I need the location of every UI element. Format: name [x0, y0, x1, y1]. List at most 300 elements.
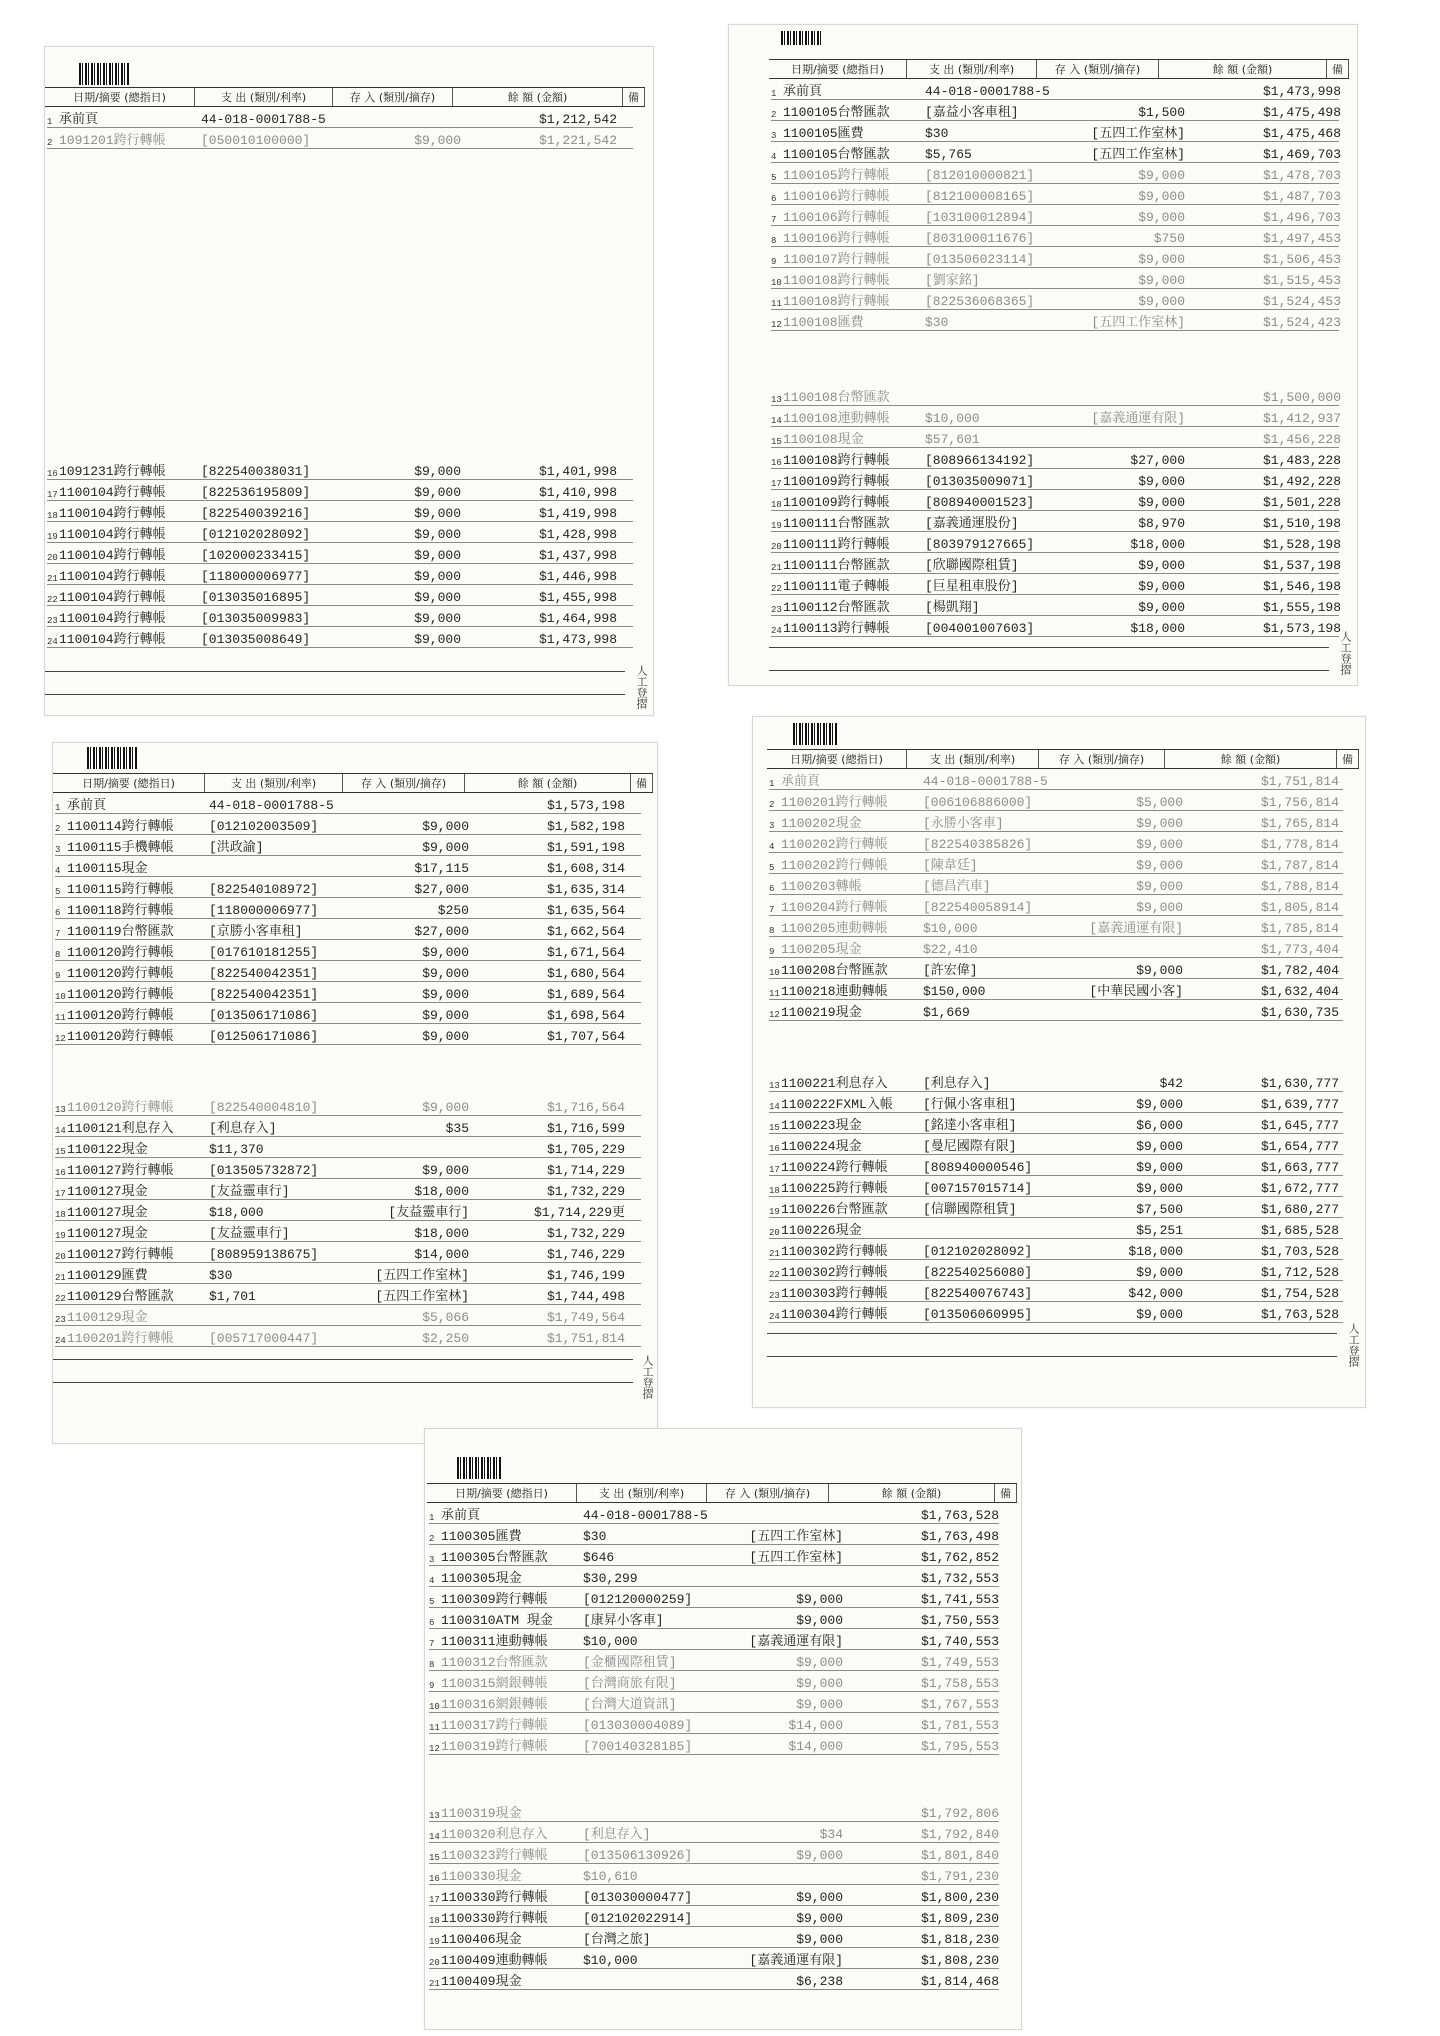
row-credit: $35: [445, 1121, 469, 1136]
table-row: [47, 480, 633, 501]
row-debit: [利息存入]: [583, 1827, 651, 1842]
header-balance: 餘 額 (金額): [829, 1484, 995, 1502]
header-debit: 支 出 (類別/利率): [907, 60, 1037, 78]
row-credit: $9,000: [1136, 879, 1183, 894]
row-number: 21: [55, 1273, 66, 1283]
row-balance: $1,749,553: [920, 1655, 999, 1670]
row-balance: $1,456,228: [1262, 432, 1341, 447]
rows-top: [55, 793, 641, 1045]
table-row: [47, 501, 633, 522]
row-date-summary: 1100111電子轉帳: [783, 579, 890, 594]
row-balance: $1,746,199: [546, 1268, 625, 1283]
table-row: [769, 1113, 1343, 1134]
row-date-summary: 1100323跨行轉帳: [441, 1848, 548, 1863]
table-row: [55, 1200, 641, 1221]
header-balance: 餘 額 (金額): [1159, 60, 1327, 78]
row-balance: $1,630,735: [1260, 1005, 1339, 1020]
row-date-summary: 1100302跨行轉帳: [781, 1265, 888, 1280]
row-balance: $1,754,528: [1260, 1286, 1339, 1301]
row-balance: $1,680,564: [546, 966, 625, 981]
row-number: 8: [769, 926, 775, 936]
header-debit: 支 出 (類別/利率): [907, 750, 1039, 768]
row-credit: $9,000: [1136, 1181, 1183, 1196]
row-date-summary: 1100225跨行轉帳: [781, 1181, 888, 1196]
row-number: 11: [771, 299, 782, 309]
table-row: [55, 814, 641, 835]
row-balance: $1,767,553: [920, 1697, 999, 1712]
row-date-summary: 1100202跨行轉帳: [781, 858, 888, 873]
row-debit: $10,000: [583, 1634, 638, 1649]
row-balance: $1,763,528: [1260, 1307, 1339, 1322]
row-date-summary: 1100129現金: [67, 1310, 148, 1325]
row-debit: $646: [583, 1550, 615, 1565]
row-debit: $30: [583, 1529, 607, 1544]
row-date-summary: 1100118跨行轉帳: [67, 903, 174, 918]
row-debit: [822536068365]: [925, 294, 1035, 309]
table-row: [55, 1116, 641, 1137]
row-debit: $10,000: [925, 411, 980, 426]
row-number: 19: [771, 521, 782, 531]
table-row: [771, 511, 1339, 532]
barcode-icon: [793, 723, 837, 745]
row-number: 12: [771, 320, 782, 330]
table-row: [55, 1137, 641, 1158]
row-number: 10: [55, 992, 66, 1002]
row-balance: $1,608,314: [546, 861, 625, 876]
row-debit: [822540108972]: [209, 882, 319, 897]
row-number: 20: [47, 553, 58, 563]
row-date-summary: 1100409現金: [441, 1974, 522, 1989]
row-debit: 44-018-0001788-5: [583, 1508, 708, 1523]
row-date-summary: 1100104跨行轉帳: [59, 569, 166, 584]
row-date-summary: 1100120跨行轉帳: [67, 1029, 174, 1044]
row-number: 18: [771, 500, 782, 510]
row-debit: [013506060995]: [923, 1307, 1033, 1322]
table-row: [429, 1545, 999, 1566]
row-debit: [822540038031]: [201, 464, 311, 479]
row-number: 21: [771, 563, 782, 573]
row-balance: $1,555,198: [1262, 600, 1341, 615]
row-balance: $1,756,814: [1260, 795, 1339, 810]
row-balance: $1,528,198: [1262, 537, 1341, 552]
row-date-summary: 1100226台幣匯款: [781, 1202, 888, 1217]
row-credit: [五四工作室林]: [749, 1550, 843, 1565]
row-credit: $250: [437, 903, 469, 918]
row-debit: [嘉義通運股份]: [925, 516, 1019, 531]
table-row: [771, 490, 1339, 511]
header-debit: 支 出 (類別/利率): [577, 1484, 707, 1502]
row-credit: $9,000: [414, 548, 461, 563]
barcode-icon: [79, 63, 129, 85]
row-credit: [五四工作室林]: [375, 1268, 469, 1283]
row-credit: $14,000: [414, 1247, 469, 1262]
row-balance: $1,792,806: [920, 1806, 999, 1821]
row-date-summary: 承前頁: [781, 774, 821, 789]
row-date-summary: 1100127跨行轉帳: [67, 1163, 174, 1178]
row-date-summary: 1100108台幣匯款: [783, 390, 890, 405]
row-date-summary: 1100107跨行轉帳: [783, 252, 890, 267]
row-balance: $1,639,777: [1260, 1097, 1339, 1112]
table-row: [769, 1071, 1343, 1092]
barcode-icon: [457, 1457, 501, 1479]
table-row: [771, 406, 1339, 427]
row-number: 13: [429, 1811, 440, 1821]
row-balance: $1,801,840: [920, 1848, 999, 1863]
table-row: [55, 1221, 641, 1242]
row-debit: [822540039216]: [201, 506, 311, 521]
row-debit: $18,000: [209, 1205, 264, 1220]
table-row: [771, 532, 1339, 553]
table-row: [429, 1524, 999, 1545]
row-credit: $9,000: [414, 632, 461, 647]
table-row: [769, 937, 1343, 958]
row-debit: [007157015714]: [923, 1181, 1033, 1196]
row-credit: $9,000: [1136, 1265, 1183, 1280]
row-balance: $1,751,814: [1260, 774, 1339, 789]
row-credit: $5,066: [422, 1310, 469, 1325]
row-date-summary: 1100226現金: [781, 1223, 862, 1238]
row-date-summary: 1091231跨行轉帳: [59, 464, 166, 479]
header-remark: 備: [1337, 750, 1359, 768]
header-date: 日期/摘要 (總指日): [767, 750, 907, 768]
row-date-summary: 1100108跨行轉帳: [783, 294, 890, 309]
row-balance: $1,787,814: [1260, 858, 1339, 873]
row-debit: [118000006977]: [209, 903, 319, 918]
row-credit: $9,000: [1136, 1139, 1183, 1154]
page-footer: [769, 647, 1329, 671]
row-date-summary: 1100127現金: [67, 1205, 148, 1220]
row-debit: [822540042351]: [209, 966, 319, 981]
row-credit: $18,000: [414, 1184, 469, 1199]
table-row: [55, 982, 641, 1003]
row-date-summary: 1100106跨行轉帳: [783, 231, 890, 246]
row-balance: $1,814,468: [920, 1974, 999, 1989]
table-row: [771, 121, 1339, 142]
row-debit: $30: [925, 126, 949, 141]
row-date-summary: 1100202現金: [781, 816, 862, 831]
row-date-summary: 1100127現金: [67, 1226, 148, 1241]
row-balance: $1,672,777: [1260, 1181, 1339, 1196]
row-credit: $9,000: [414, 527, 461, 542]
table-row: [769, 874, 1343, 895]
row-debit: [康昇小客車]: [583, 1613, 664, 1628]
row-date-summary: 1100115現金: [67, 861, 148, 876]
row-credit: [五四工作室林]: [1091, 315, 1185, 330]
row-debit: [004001007603]: [925, 621, 1035, 636]
row-credit: $9,000: [1136, 1097, 1183, 1112]
row-number: 17: [429, 1895, 440, 1905]
row-credit: $9,000: [422, 1029, 469, 1044]
row-date-summary: 1100304跨行轉帳: [781, 1307, 888, 1322]
row-number: 2: [771, 110, 777, 120]
row-number: 10: [769, 968, 780, 978]
row-credit: $9,000: [422, 1100, 469, 1115]
page-footer: [767, 1333, 1337, 1357]
row-number: 1: [771, 89, 777, 99]
row-date-summary: 1100205現金: [781, 942, 862, 957]
row-number: 22: [771, 584, 782, 594]
row-date-summary: 1100127跨行轉帳: [67, 1247, 174, 1262]
side-label: 人工登摺: [1347, 1323, 1360, 1367]
table-row: [429, 1969, 999, 1990]
rows-top: [769, 769, 1343, 1021]
row-balance: $1,487,703: [1262, 189, 1341, 204]
row-number: 16: [429, 1874, 440, 1884]
row-balance: $1,546,198: [1262, 579, 1341, 594]
row-balance: $1,483,228: [1262, 453, 1341, 468]
row-balance: $1,573,198: [1262, 621, 1341, 636]
row-debit: [金櫃國際租賃]: [583, 1655, 677, 1670]
row-balance: $1,781,553: [920, 1718, 999, 1733]
row-number: 8: [55, 950, 61, 960]
row-balance: $1,635,314: [546, 882, 625, 897]
table-row: [55, 898, 641, 919]
row-balance: $1,478,703: [1262, 168, 1341, 183]
table-row: [771, 310, 1339, 331]
row-credit: $9,000: [414, 133, 461, 148]
row-date-summary: 1100224跨行轉帳: [781, 1160, 888, 1175]
row-number: 18: [429, 1916, 440, 1926]
row-number: 7: [55, 929, 61, 939]
table-header: [53, 773, 653, 793]
row-date-summary: 1100105台幣匯款: [783, 105, 890, 120]
header-credit: 存 入 (類別/摘存): [707, 1484, 829, 1502]
row-number: 11: [429, 1723, 440, 1733]
row-debit: [利息存入]: [209, 1121, 277, 1136]
side-label: 人工登摺: [641, 1355, 654, 1399]
row-date-summary: 1100311連動轉帳: [441, 1634, 548, 1649]
table-row: [429, 1906, 999, 1927]
row-debit: [103100012894]: [925, 210, 1035, 225]
table-row: [769, 1218, 1343, 1239]
table-row: [769, 1176, 1343, 1197]
row-number: 4: [429, 1576, 435, 1586]
row-number: 23: [47, 616, 58, 626]
row-date-summary: 1100409連動轉帳: [441, 1953, 548, 1968]
row-debit: [013030004089]: [583, 1718, 693, 1733]
table-row: [769, 1155, 1343, 1176]
row-number: 21: [429, 1979, 440, 1989]
row-date-summary: 1100406現金: [441, 1932, 522, 1947]
row-debit: [劉家銘]: [925, 273, 980, 288]
row-credit: $9,000: [796, 1848, 843, 1863]
row-number: 9: [769, 947, 775, 957]
row-debit: [013035009983]: [201, 611, 311, 626]
row-credit: $9,000: [1136, 858, 1183, 873]
row-balance: $1,746,229: [546, 1247, 625, 1262]
table-row: [55, 1179, 641, 1200]
table-row: [771, 142, 1339, 163]
row-date-summary: 1100105跨行轉帳: [783, 168, 890, 183]
table-header: [427, 1483, 1017, 1503]
row-debit: $22,410: [923, 942, 978, 957]
row-date-summary: 1100223現金: [781, 1118, 862, 1133]
row-date-summary: 1100201跨行轉帳: [67, 1331, 174, 1346]
row-credit: $9,000: [796, 1890, 843, 1905]
row-number: 12: [55, 1034, 66, 1044]
row-debit: [013035009071]: [925, 474, 1035, 489]
table-header: [769, 59, 1349, 79]
table-row: [429, 1629, 999, 1650]
row-number: 5: [769, 863, 775, 873]
page-footer: [53, 1359, 633, 1383]
row-credit: [五四工作室林]: [375, 1289, 469, 1304]
table-row: [769, 769, 1343, 790]
row-number: 13: [769, 1081, 780, 1091]
table-row: [429, 1503, 999, 1524]
table-row: [769, 1197, 1343, 1218]
row-date-summary: 承前頁: [67, 798, 107, 813]
row-debit: [803979127665]: [925, 537, 1035, 552]
row-credit: [嘉義通運有限]: [1089, 921, 1183, 936]
row-date-summary: 1100203轉帳: [781, 879, 862, 894]
row-date-summary: 1100302跨行轉帳: [781, 1244, 888, 1259]
row-date-summary: 1100115跨行轉帳: [67, 882, 174, 897]
row-number: 2: [769, 800, 775, 810]
row-date-summary: 1100119台幣匯款: [67, 924, 174, 939]
row-number: 24: [769, 1312, 780, 1322]
row-debit: [812010000821]: [925, 168, 1035, 183]
page-footer: [45, 671, 625, 695]
row-debit: [台灣之旅]: [583, 1932, 651, 1947]
row-date-summary: 1100111跨行轉帳: [783, 537, 890, 552]
row-date-summary: 1100104跨行轉帳: [59, 506, 166, 521]
row-debit: [巨星租車股份]: [925, 579, 1019, 594]
row-credit: $14,000: [788, 1739, 843, 1754]
table-row: [771, 595, 1339, 616]
row-number: 5: [429, 1597, 435, 1607]
row-balance: $1,712,528: [1260, 1265, 1339, 1280]
row-balance: $1,788,814: [1260, 879, 1339, 894]
row-date-summary: 1100208台幣匯款: [781, 963, 888, 978]
row-credit: $9,000: [414, 506, 461, 521]
row-debit: [822540004810]: [209, 1100, 319, 1115]
row-balance: $1,805,814: [1260, 900, 1339, 915]
row-balance: $1,732,229: [546, 1226, 625, 1241]
row-credit: $9,000: [796, 1592, 843, 1607]
row-debit: [利息存入]: [923, 1076, 991, 1091]
row-credit: $9,000: [422, 819, 469, 834]
row-balance: $1,524,453: [1262, 294, 1341, 309]
row-balance: $1,591,198: [546, 840, 625, 855]
row-balance: $1,212,542: [538, 112, 617, 127]
row-credit: $9,000: [414, 464, 461, 479]
row-credit: [嘉義通運有限]: [1091, 411, 1185, 426]
table-row: [429, 1885, 999, 1906]
row-balance: $1,455,998: [538, 590, 617, 605]
rows-bottom: [771, 385, 1339, 637]
row-debit: [德昌汽車]: [923, 879, 991, 894]
row-date-summary: 1100105台幣匯款: [783, 147, 890, 162]
row-date-summary: 1100114跨行轉帳: [67, 819, 174, 834]
header-balance: 餘 額 (金額): [1165, 750, 1337, 768]
row-credit: $9,000: [422, 945, 469, 960]
table-row: [771, 205, 1339, 226]
table-row: [771, 289, 1339, 310]
row-debit: $11,370: [209, 1142, 264, 1157]
row-debit: [嘉益小客車租]: [925, 105, 1019, 120]
row-credit: $9,000: [414, 590, 461, 605]
row-balance: $1,795,553: [920, 1739, 999, 1754]
row-number: 7: [769, 905, 775, 915]
row-date-summary: 1100319現金: [441, 1806, 522, 1821]
row-debit: [118000006977]: [201, 569, 311, 584]
row-debit: [822540076743]: [923, 1286, 1033, 1301]
row-balance: $1,800,230: [920, 1890, 999, 1905]
row-date-summary: 1100319跨行轉帳: [441, 1739, 548, 1754]
table-row: [47, 585, 633, 606]
side-label: 人工登摺: [635, 665, 648, 709]
table-row: [429, 1734, 999, 1755]
table-row: [769, 916, 1343, 937]
row-number: 11: [55, 1013, 66, 1023]
table-row: [55, 877, 641, 898]
row-date-summary: 1100202跨行轉帳: [781, 837, 888, 852]
row-credit: [嘉義通運有限]: [749, 1634, 843, 1649]
row-balance: $1,469,703: [1262, 147, 1341, 162]
row-date-summary: 1100129台幣匯款: [67, 1289, 174, 1304]
row-credit: $34: [819, 1827, 843, 1842]
row-debit: [803100011676]: [925, 231, 1035, 246]
row-balance: $1,473,998: [538, 632, 617, 647]
rows-bottom: [55, 1095, 641, 1347]
row-date-summary: 1100108連動轉帳: [783, 411, 890, 426]
row-number: 14: [769, 1102, 780, 1112]
row-credit: $9,000: [1138, 495, 1185, 510]
row-debit: $10,610: [583, 1869, 638, 1884]
row-date-summary: 1100218連動轉帳: [781, 984, 888, 999]
table-row: [771, 469, 1339, 490]
row-number: 20: [771, 542, 782, 552]
row-date-summary: 1100305現金: [441, 1571, 522, 1586]
row-debit: [行佩小客車租]: [923, 1097, 1017, 1112]
row-debit: [822540256080]: [923, 1265, 1033, 1280]
header-balance: 餘 額 (金額): [453, 88, 623, 106]
row-number: 18: [55, 1210, 66, 1220]
table-row: [55, 793, 641, 814]
row-balance: $1,497,453: [1262, 231, 1341, 246]
row-balance: $1,782,404: [1260, 963, 1339, 978]
row-credit: $9,000: [1136, 1160, 1183, 1175]
row-credit: $1,500: [1138, 105, 1185, 120]
table-row: [55, 835, 641, 856]
row-date-summary: 1100115手機轉帳: [67, 840, 174, 855]
table-row: [769, 832, 1343, 853]
row-credit: $9,000: [1138, 474, 1185, 489]
row-balance: $1,749,564: [546, 1310, 625, 1325]
row-balance: $1,428,998: [538, 527, 617, 542]
row-balance: $1,630,777: [1260, 1076, 1339, 1091]
table-row: [771, 163, 1339, 184]
row-date-summary: 1100330跨行轉帳: [441, 1911, 548, 1926]
row-debit: [友益靈車行]: [209, 1226, 290, 1241]
table-row: [771, 247, 1339, 268]
row-number: 3: [769, 821, 775, 831]
header-debit: 支 出 (類別/利率): [205, 774, 343, 792]
row-credit: $18,000: [414, 1226, 469, 1241]
row-date-summary: 1091201跨行轉帳: [59, 133, 166, 148]
row-number: 5: [55, 887, 61, 897]
row-credit: [五四工作室林]: [749, 1529, 843, 1544]
row-date-summary: 1100330現金: [441, 1869, 522, 1884]
table-row: [771, 100, 1339, 121]
table-row: [55, 1242, 641, 1263]
row-number: 23: [771, 605, 782, 615]
table-row: [769, 1239, 1343, 1260]
row-date-summary: 1100104跨行轉帳: [59, 527, 166, 542]
row-balance: $1,221,542: [538, 133, 617, 148]
row-date-summary: 1100113跨行轉帳: [783, 621, 890, 636]
